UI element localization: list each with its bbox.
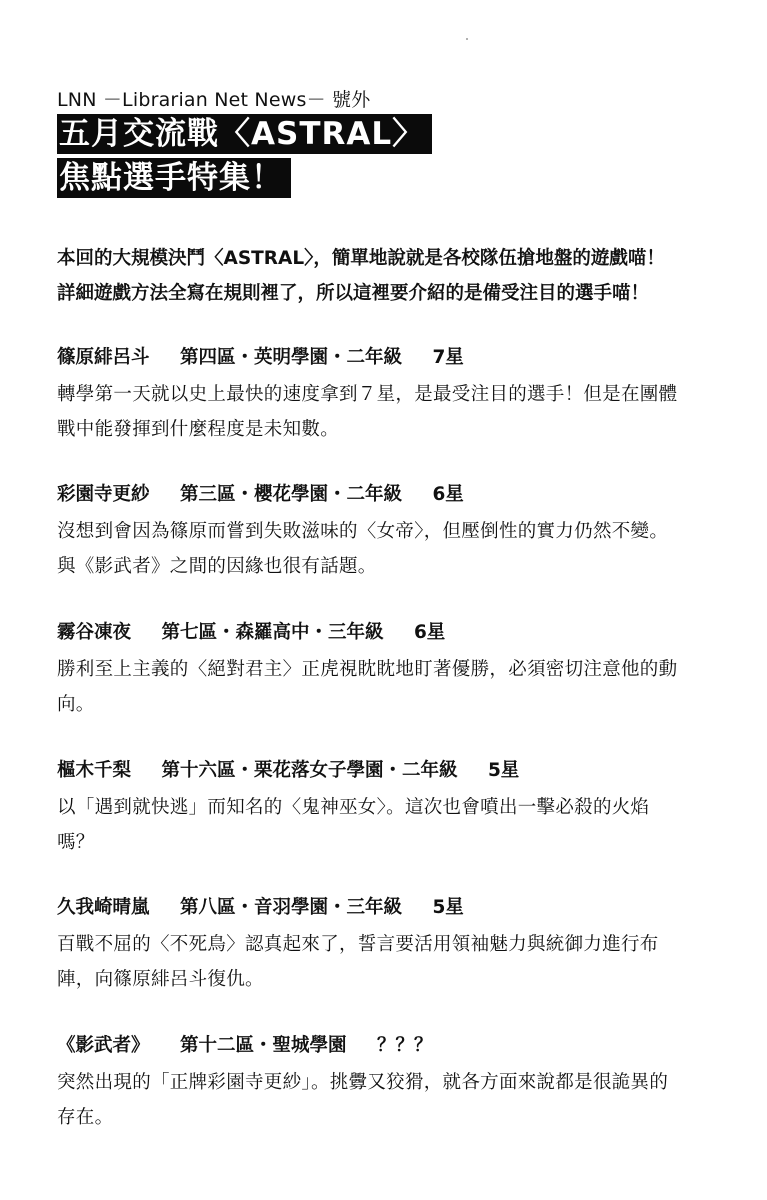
description-line: 轉學第一天就以史上最快的速度拿到７星，是最受注目的選手！但是在團體 (57, 384, 678, 405)
player-rank: 6星 (432, 484, 464, 505)
player-rank: 5星 (487, 760, 520, 781)
player-profile (57, 893, 747, 997)
player-rank: 5星 (432, 897, 464, 918)
player-affiliation: 第八區・音羽學園・三年級 (179, 897, 402, 918)
player-heading (57, 480, 747, 510)
newsletter-header: LNN －Librarian Net News－ 號外 (57, 89, 371, 111)
description-line: 戰中能發揮到什麼程度是未知數。 (57, 419, 340, 440)
player-affiliation: 第七區・森羅高中・三年級 (161, 622, 384, 643)
description-line: 與《影武者》之間的因緣也很有話題。 (57, 556, 377, 577)
player-affiliation: 第三區・櫻花學園・二年級 (179, 484, 402, 505)
player-profile (57, 1031, 747, 1135)
description-line: 百戰不屈的〈不死鳥〉認真起來了，誓言要活用領袖魅力與統御力進行布 (57, 934, 659, 955)
player-affiliation: 第十二區・聖城學園 (179, 1035, 347, 1056)
player-description (57, 652, 747, 722)
headline-line-2: 焦點選手特集！ (57, 158, 291, 198)
player-rank: 7星 (432, 347, 464, 368)
intro-paragraph (57, 241, 747, 311)
player-description (57, 377, 747, 447)
player-heading (57, 343, 747, 373)
player-rank: ？？？ (376, 1035, 433, 1056)
headline-line-1: 五月交流戰〈ASTRAL〉 (57, 114, 432, 154)
description-line: 陣，向篠原緋呂斗復仇。 (57, 969, 264, 990)
description-line: 向。 (57, 694, 95, 715)
description-line: 存在。 (57, 1107, 114, 1128)
description-line: 沒想到會因為篠原而嘗到失敗滋味的〈女帝〉，但壓倒性的實力仍然不變。 (57, 521, 669, 542)
player-heading (57, 1031, 747, 1061)
player-name: 《影武者》 (57, 1035, 150, 1056)
player-heading (57, 756, 747, 786)
description-line: 嗎？ (57, 832, 95, 853)
scan-speck (466, 38, 468, 40)
player-profile (57, 756, 747, 860)
player-heading (57, 618, 747, 648)
player-profile (57, 343, 747, 447)
player-description (57, 790, 747, 860)
player-description (57, 1065, 747, 1135)
description-line: 突然出現的「正牌彩園寺更紗」。挑釁又狡猾，就各方面來說都是很詭異的 (57, 1072, 669, 1093)
player-name: 霧谷凍夜 (57, 622, 132, 643)
intro-line: 詳細遊戲方法全寫在規則裡了，所以這裡要介紹的是備受注目的選手喵！ (57, 283, 650, 304)
player-profile (57, 618, 747, 722)
player-heading (57, 893, 747, 923)
player-affiliation: 第四區・英明學園・二年級 (179, 347, 402, 368)
player-name: 篠原緋呂斗 (57, 347, 150, 368)
player-profile (57, 480, 747, 584)
intro-line: 本回的大規模決鬥〈ASTRAL〉，簡單地說就是各校隊伍搶地盤的遊戲喵！ (57, 248, 665, 269)
player-affiliation: 第十六區・栗花落女子學園・二年級 (161, 760, 458, 781)
player-description (57, 514, 747, 584)
description-line: 勝利至上主義的〈絕對君主〉正虎視眈眈地盯著優勝，必須密切注意他的動 (57, 659, 678, 680)
player-rank: 6星 (413, 622, 446, 643)
player-name: 彩園寺更紗 (57, 484, 150, 505)
description-line: 以「遇到就快逃」而知名的〈鬼神巫女〉。這次也會噴出一擊必殺的火焰 (57, 797, 650, 818)
player-description (57, 927, 747, 997)
player-name: 久我崎晴嵐 (57, 897, 150, 918)
player-name: 樞木千梨 (57, 760, 132, 781)
